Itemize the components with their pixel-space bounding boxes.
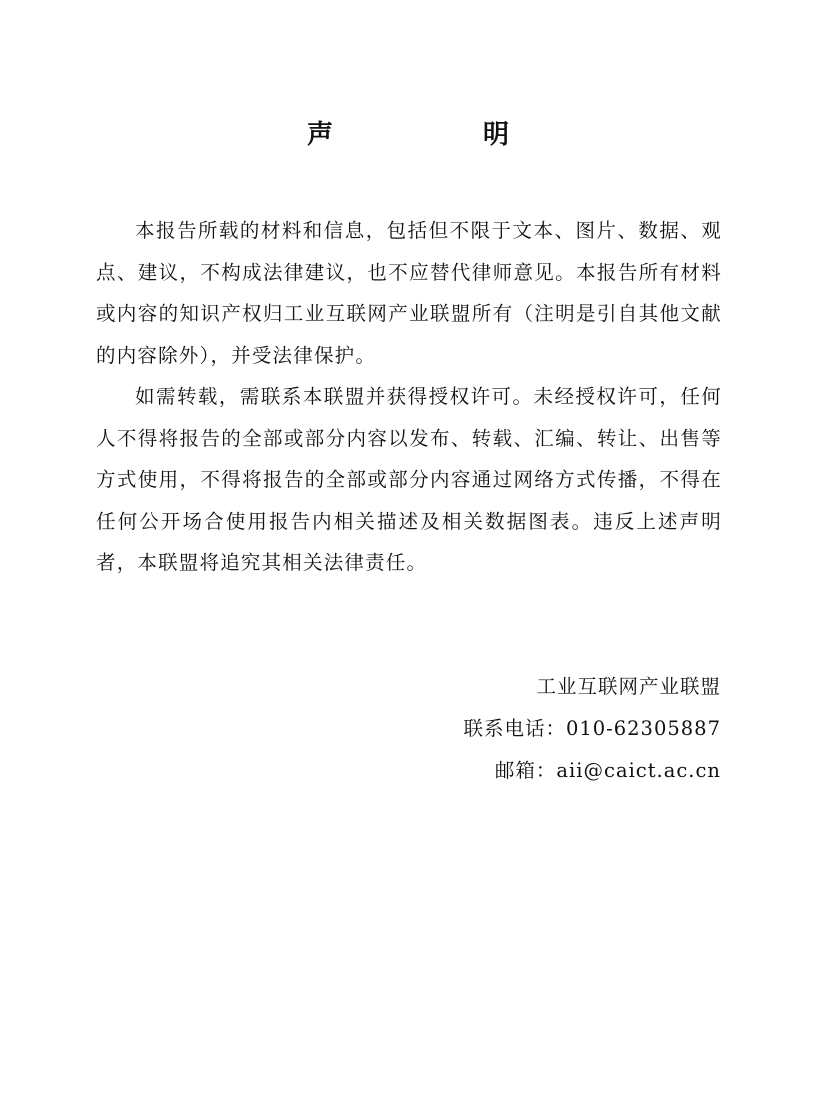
statement-paragraph-2: 如需转载，需联系本联盟并获得授权许可。未经授权许可，任何人不得将报告的全部或部分内容以发布、转载、汇编、转让、出售等方式使用，不得将报告的全部或部分内容通过网络方式传播，不得在任何公开场合使用报告内相关描述及相关数据图表。违反上述声明者，本联盟将追究其相关法律责任。 (96, 385, 722, 574)
organization-name: 工业互联网产业联盟 (536, 675, 721, 698)
statement-body (96, 210, 722, 584)
statement-paragraph-1: 本报告所载的材料和信息，包括但不限于文本、图片、数据、观点、建议，不构成法律建议，也不应替代律师意见。本报告所有材料或内容的知识产权归工业互联网产业联盟所有（注明是引自其他文献的内容除外），并受法律保护。 (96, 219, 722, 367)
signature-block (463, 666, 721, 792)
contact-email: 邮箱：aii@caict.ac.cn (494, 759, 721, 782)
page-title: 声 明 (306, 120, 571, 150)
contact-phone: 联系电话：010-62305887 (463, 717, 721, 740)
